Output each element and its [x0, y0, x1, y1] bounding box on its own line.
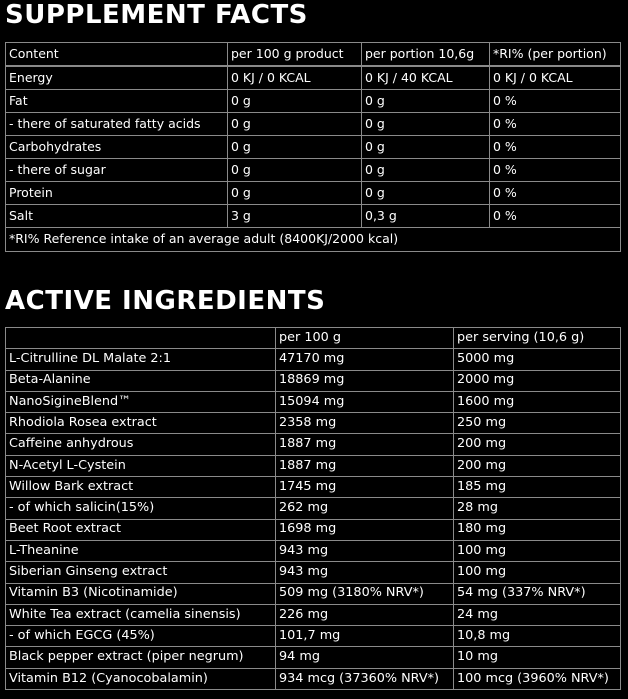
amount-per-serving: 185 mg: [454, 477, 621, 498]
amount-per-serving: 10,8 mg: [454, 626, 621, 647]
header-cell: [6, 328, 276, 349]
amount-per-100g: 934 mcg (37360% NRV*): [276, 668, 454, 689]
ingredient-name: Siberian Ginseng extract: [6, 562, 276, 583]
amount-per-100g: 1887 mg: [276, 455, 454, 476]
value-ri: 0 %: [490, 113, 621, 136]
amount-per-serving: 2000 mg: [454, 370, 621, 391]
ingredient-name: Black pepper extract (piper negrum): [6, 647, 276, 668]
nutrient-name: Fat: [6, 90, 228, 113]
header-cell: per portion 10,6g: [362, 43, 490, 67]
ingredient-name: NanoSigineBlend™: [6, 391, 276, 412]
amount-per-100g: 943 mg: [276, 540, 454, 561]
header-cell: *RI% (per portion): [490, 43, 621, 67]
value-ri: 0 KJ / 0 KCAL: [490, 66, 621, 90]
value-per-100g: 0 g: [228, 136, 362, 159]
value-ri: 0 %: [490, 159, 621, 182]
amount-per-serving: 5000 mg: [454, 349, 621, 370]
ingredient-name: N-Acetyl L-Cystein: [6, 455, 276, 476]
nutrient-name: Carbohydrates: [6, 136, 228, 159]
amount-per-100g: 18869 mg: [276, 370, 454, 391]
ingredient-name: Beta-Alanine: [6, 370, 276, 391]
amount-per-100g: 2358 mg: [276, 413, 454, 434]
ingredient-name: White Tea extract (camelia sinensis): [6, 604, 276, 625]
table-row: [6, 159, 621, 182]
value-per-100g: 0 g: [228, 182, 362, 205]
value-per-100g: 0 g: [228, 113, 362, 136]
table-row: [6, 540, 621, 561]
amount-per-serving: 200 mg: [454, 455, 621, 476]
value-ri: 0 %: [490, 182, 621, 205]
amount-per-100g: 15094 mg: [276, 391, 454, 412]
value-per-portion: 0 g: [362, 182, 490, 205]
value-per-portion: 0 g: [362, 113, 490, 136]
table-row: [6, 562, 621, 583]
nutrient-name: - there of sugar: [6, 159, 228, 182]
ingredient-name: Vitamin B12 (Cyanocobalamin): [6, 668, 276, 689]
amount-per-100g: 1887 mg: [276, 434, 454, 455]
nutrient-name: - there of saturated fatty acids: [6, 113, 228, 136]
table-row: [6, 205, 621, 228]
amount-per-100g: 262 mg: [276, 498, 454, 519]
table-row: [6, 66, 621, 90]
value-per-portion: 0 g: [362, 159, 490, 182]
amount-per-100g: 1745 mg: [276, 477, 454, 498]
table-row: [6, 113, 621, 136]
table-row: [6, 455, 621, 476]
amount-per-serving: 10 mg: [454, 647, 621, 668]
amount-per-serving: 100 mcg (3960% NRV*): [454, 668, 621, 689]
supplement-facts-table: [5, 42, 621, 252]
amount-per-100g: 509 mg (3180% NRV*): [276, 583, 454, 604]
amount-per-100g: 94 mg: [276, 647, 454, 668]
table-row: [6, 477, 621, 498]
ingredient-name: Willow Bark extract: [6, 477, 276, 498]
header-cell: per serving (10,6 g): [454, 328, 621, 349]
ingredient-name: Caffeine anhydrous: [6, 434, 276, 455]
footnote-row: [6, 228, 621, 252]
amount-per-serving: 54 mg (337% NRV*): [454, 583, 621, 604]
value-per-portion: 0 g: [362, 90, 490, 113]
table-row: [6, 668, 621, 689]
table-row: [6, 391, 621, 412]
amount-per-100g: 1698 mg: [276, 519, 454, 540]
nutrient-name: Protein: [6, 182, 228, 205]
value-per-100g: 0 g: [228, 90, 362, 113]
value-per-portion: 0 KJ / 40 KCAL: [362, 66, 490, 90]
value-ri: 0 %: [490, 205, 621, 228]
amount-per-serving: 200 mg: [454, 434, 621, 455]
ingredient-name: Beet Root extract: [6, 519, 276, 540]
table-row: [6, 498, 621, 519]
table-row: [6, 136, 621, 159]
value-per-portion: 0 g: [362, 136, 490, 159]
header-cell: per 100 g: [276, 328, 454, 349]
value-ri: 0 %: [490, 90, 621, 113]
active-ingredients-title: ACTIVE INGREDIENTS: [5, 286, 326, 316]
amount-per-100g: 47170 mg: [276, 349, 454, 370]
ingredient-name: L-Theanine: [6, 540, 276, 561]
table-row: [6, 182, 621, 205]
amount-per-100g: 101,7 mg: [276, 626, 454, 647]
value-per-100g: 3 g: [228, 205, 362, 228]
table-row: [6, 626, 621, 647]
active-ingredients-table: [5, 327, 621, 690]
table-header-row: [6, 328, 621, 349]
ingredient-name: - of which salicin(15%): [6, 498, 276, 519]
table-header-row: [6, 43, 621, 67]
table-row: [6, 647, 621, 668]
table-row: [6, 604, 621, 625]
amount-per-100g: 226 mg: [276, 604, 454, 625]
value-per-portion: 0,3 g: [362, 205, 490, 228]
value-ri: 0 %: [490, 136, 621, 159]
amount-per-serving: 1600 mg: [454, 391, 621, 412]
table-row: [6, 434, 621, 455]
amount-per-serving: 28 mg: [454, 498, 621, 519]
header-cell: Content: [6, 43, 228, 67]
value-per-100g: 0 KJ / 0 KCAL: [228, 66, 362, 90]
amount-per-serving: 24 mg: [454, 604, 621, 625]
ingredient-name: L-Citrulline DL Malate 2:1: [6, 349, 276, 370]
ingredient-name: - of which EGCG (45%): [6, 626, 276, 647]
amount-per-serving: 250 mg: [454, 413, 621, 434]
table-row: [6, 519, 621, 540]
nutrient-name: Salt: [6, 205, 228, 228]
table-row: [6, 349, 621, 370]
value-per-100g: 0 g: [228, 159, 362, 182]
table-row: [6, 90, 621, 113]
ingredient-name: Rhodiola Rosea extract: [6, 413, 276, 434]
supplement-facts-title: SUPPLEMENT FACTS: [5, 0, 308, 30]
nutrient-name: Energy: [6, 66, 228, 90]
amount-per-serving: 100 mg: [454, 540, 621, 561]
ri-footnote: *RI% Reference intake of an average adult (8400KJ/2000 kcal): [6, 228, 621, 252]
table-row: [6, 370, 621, 391]
amount-per-100g: 943 mg: [276, 562, 454, 583]
amount-per-serving: 180 mg: [454, 519, 621, 540]
table-row: [6, 583, 621, 604]
ingredient-name: Vitamin B3 (Nicotinamide): [6, 583, 276, 604]
table-row: [6, 413, 621, 434]
amount-per-serving: 100 mg: [454, 562, 621, 583]
header-cell: per 100 g product: [228, 43, 362, 67]
